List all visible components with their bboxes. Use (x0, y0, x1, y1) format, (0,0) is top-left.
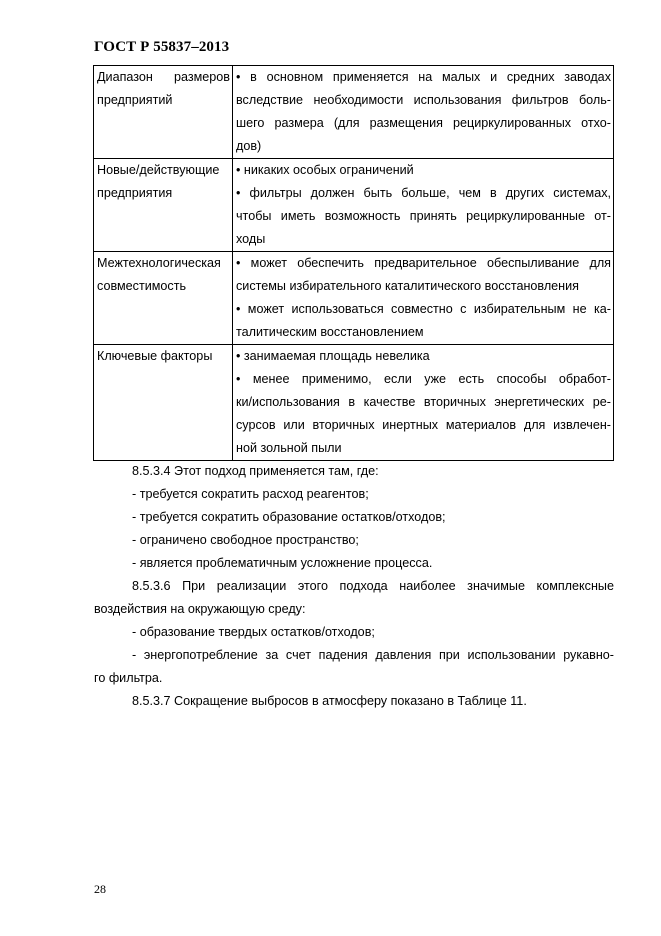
paragraph-line: 8.5.3.6 При реализации этого подхода наиболее значимые комплексные (132, 579, 614, 593)
document-header: ГОСТ Р 55837–2013 (94, 39, 230, 55)
table-row (94, 66, 614, 159)
label-line: Диапазон размеров (97, 70, 230, 84)
content-line: ной зольной пыли (236, 441, 342, 455)
content-line: • может использоваться совместно с избирательным не ка- (236, 302, 611, 316)
table-row (94, 252, 614, 345)
list-item: - образование твердых остатков/отходов; (132, 625, 375, 639)
content-line: сурсов или вторичных инертных материалов для извлечен- (236, 418, 611, 432)
page-number: 28 (94, 882, 106, 896)
content-line: • может обеспечить предварительное обеспыливание для (236, 256, 611, 270)
row-content (233, 66, 614, 159)
body-text (94, 460, 614, 713)
row-label (94, 345, 233, 461)
label-line: совместимость (97, 279, 187, 293)
list-item: - требуется сократить расход реагентов; (132, 487, 369, 501)
content-line: талитическим восстановлением (236, 325, 424, 339)
table-row (94, 159, 614, 252)
label-line: предприятия (97, 186, 173, 200)
list-item: - требуется сократить образование остатков/отходов; (132, 510, 446, 524)
content-line: системы избирательного каталитического восстановления (236, 279, 579, 293)
row-label (94, 66, 233, 159)
content-line: • никаких особых ограничений (236, 163, 414, 177)
content-line: ходы (236, 232, 266, 246)
label-line: Новые/действующие (97, 163, 220, 177)
label-line: Ключевые факторы (97, 349, 213, 363)
row-content (233, 252, 614, 345)
content-line: • менее применимо, если уже есть способы обработ- (236, 372, 611, 386)
list-item: - ограничено свободное пространство; (132, 533, 359, 547)
content-line: • в основном применяется на малых и средних заводах (236, 70, 611, 84)
list-item: - является проблематичным усложнение процесса. (132, 556, 433, 570)
label-line: Межтехнологическая (97, 256, 221, 270)
list-item-line: го фильтра. (94, 671, 163, 685)
paragraph: 8.5.3.7 Сокращение выбросов в атмосферу показано в Таблице 11. (132, 694, 527, 708)
content-line: шего размера (для размещения рециркулированных отхо- (236, 116, 611, 130)
table-row (94, 345, 614, 461)
row-label (94, 252, 233, 345)
row-content (233, 159, 614, 252)
content-line: • занимаемая площадь невелика (236, 349, 430, 363)
paragraph-line: воздействия на окружающую среду: (94, 602, 306, 616)
row-label (94, 159, 233, 252)
content-line: • фильтры должен быть больше, чем в других системах, (236, 186, 611, 200)
content-line: дов) (236, 139, 262, 153)
content-line: чтобы иметь возможность принять рециркулированные от- (236, 209, 611, 223)
content-line: ки/использования в качестве вторичных энергетических ре- (236, 395, 611, 409)
content-line: вследствие необходимости использования фильтров боль- (236, 93, 611, 107)
list-item-line: - энергопотребление за счет падения давления при использовании рукавно- (132, 648, 614, 662)
characteristics-table (93, 65, 614, 461)
paragraph: 8.5.3.4 Этот подход применяется там, где: (132, 464, 379, 478)
label-line: предприятий (97, 93, 173, 107)
row-content (233, 345, 614, 461)
